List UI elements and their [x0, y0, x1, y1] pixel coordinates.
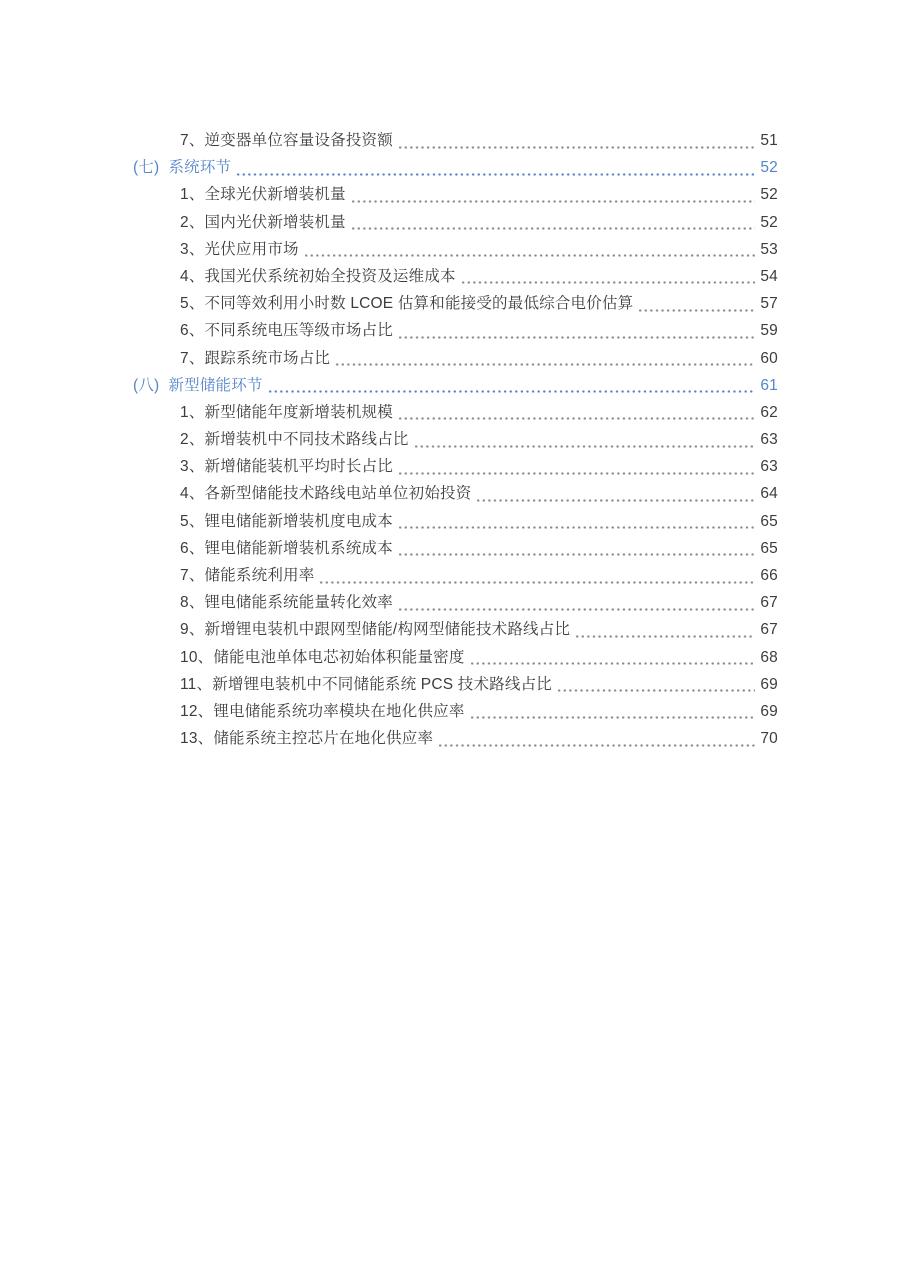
toc-entry-page: 52	[760, 186, 778, 204]
toc-entry-page: 51	[760, 132, 778, 149]
toc-entry-number: 11、	[180, 675, 213, 693]
dot-leader	[269, 372, 756, 399]
toc-entry-number: 6、	[180, 539, 205, 557]
toc-entry-page: 53	[760, 240, 778, 258]
toc-entry-number: 9、	[180, 621, 205, 639]
toc-entry[interactable]	[133, 209, 778, 236]
toc-entry-number: 8、	[180, 594, 205, 612]
dot-leader	[399, 399, 755, 426]
dot-leader	[399, 535, 755, 562]
toc-entry[interactable]	[133, 671, 778, 698]
toc-entry-number: (八)	[133, 376, 160, 394]
toc-entry-title: 新型储能环节	[168, 376, 263, 394]
toc-entry-page: 67	[760, 621, 778, 639]
toc-entry[interactable]	[133, 535, 778, 562]
toc-entry-title: 光伏应用市场	[204, 240, 299, 258]
toc-entry-page: 68	[760, 648, 778, 666]
toc-entry-title: 锂电储能新增装机度电成本	[204, 512, 393, 530]
toc-entry-title: 逆变器单位容量设备投资额	[204, 132, 393, 149]
dot-leader	[399, 127, 755, 154]
toc-entry-page: 69	[760, 675, 778, 693]
toc-entry-number: 7、	[180, 132, 205, 149]
toc-entry-title: 不同等效利用小时数 LCOE 估算和能接受的最低综合电价估算	[204, 295, 634, 313]
toc-entry-number: 1、	[180, 403, 205, 421]
toc-entry[interactable]	[133, 290, 778, 317]
toc-entry-number: 7、	[180, 349, 205, 367]
dot-leader	[471, 698, 756, 725]
dot-leader	[639, 290, 755, 317]
dot-leader	[352, 181, 756, 208]
toc-entry-page: 62	[760, 403, 778, 421]
toc-entry[interactable]	[133, 725, 778, 752]
toc-entry-number: (七)	[133, 159, 160, 177]
toc-entry-page: 66	[760, 567, 778, 584]
toc-entry[interactable]	[133, 317, 778, 344]
toc-entry-title: 我国光伏系统初始全投资及运维成本	[204, 267, 456, 285]
toc-entry-title: 储能电池单体电芯初始体积能量密度	[213, 648, 465, 666]
toc-entry-number: 2、	[180, 431, 205, 449]
toc-entry-title: 跟踪系统市场占比	[204, 349, 331, 367]
toc-entry-number: 4、	[180, 485, 205, 503]
dot-leader	[439, 725, 755, 752]
toc-entry-number: 5、	[180, 512, 205, 530]
dot-leader	[471, 644, 756, 671]
toc-entry[interactable]	[133, 181, 778, 208]
toc-entry-title: 新增锂电装机中跟网型储能/构网型储能技术路线占比	[204, 621, 571, 639]
toc-entry[interactable]	[133, 480, 778, 507]
toc-entry-title: 储能系统主控芯片在地化供应率	[213, 730, 434, 748]
dot-leader	[399, 508, 755, 535]
toc-entry-number: 13、	[180, 730, 214, 748]
toc-entry-title: 各新型储能技术路线电站单位初始投资	[204, 485, 472, 503]
toc-entry-title: 新型储能年度新增装机规模	[204, 403, 393, 421]
toc-entry[interactable]	[133, 698, 778, 725]
toc-entry[interactable]	[133, 399, 778, 426]
toc-entry-number: 3、	[180, 458, 205, 476]
toc-entry-page: 67	[760, 594, 778, 612]
toc-entry[interactable]	[133, 616, 778, 643]
dot-leader	[399, 317, 755, 344]
toc-entry-title: 锂电储能系统功率模块在地化供应率	[213, 702, 465, 720]
toc-entry-title: 系统环节	[168, 159, 232, 177]
toc-entry-title: 锂电储能系统能量转化效率	[204, 594, 393, 612]
toc-entry-number: 3、	[180, 240, 205, 258]
toc-entry-title: 储能系统利用率	[204, 567, 315, 584]
toc-entry-title: 不同系统电压等级市场占比	[204, 322, 393, 340]
dot-leader	[558, 671, 755, 698]
dot-leader	[336, 345, 755, 372]
toc-entry-page: 70	[760, 730, 778, 748]
toc-entry-page: 52	[760, 213, 778, 231]
toc-entry-page: 60	[760, 349, 778, 367]
toc-entry-title: 国内光伏新增装机量	[204, 213, 346, 231]
toc-entry[interactable]	[133, 426, 778, 453]
toc-entry-number: 4、	[180, 267, 205, 285]
toc-entry-page: 61	[760, 376, 778, 394]
toc-entry-title: 全球光伏新增装机量	[204, 186, 346, 204]
dot-leader	[415, 426, 756, 453]
toc-entry[interactable]	[133, 562, 778, 589]
dot-leader	[399, 589, 755, 616]
toc-entry-page: 59	[760, 322, 778, 340]
toc-entry-page: 54	[760, 267, 778, 285]
toc-entry-title: 新增锂电装机中不同储能系统 PCS 技术路线占比	[212, 675, 552, 693]
dot-leader	[477, 480, 755, 507]
toc-entry-page: 63	[760, 458, 778, 476]
toc-entry-number: 7、	[180, 567, 205, 584]
toc-entry-title: 新增储能装机平均时长占比	[204, 458, 393, 476]
toc-entry-title: 锂电储能新增装机系统成本	[204, 539, 393, 557]
toc-entry[interactable]	[133, 453, 778, 480]
toc-entry[interactable]	[133, 127, 778, 154]
dot-leader	[237, 154, 755, 181]
dot-leader	[576, 616, 755, 643]
toc-entry[interactable]	[133, 372, 778, 399]
toc-entry-number: 12、	[180, 702, 214, 720]
toc-entry-page: 63	[760, 431, 778, 449]
toc-entry[interactable]	[133, 263, 778, 290]
toc-entry[interactable]	[133, 345, 778, 372]
toc-entry-page: 52	[760, 159, 778, 177]
toc-entry[interactable]	[133, 236, 778, 263]
toc-entry-page: 65	[760, 512, 778, 530]
toc-entry-number: 5、	[180, 295, 205, 313]
toc-entry-number: 2、	[180, 213, 205, 231]
toc-entry-page: 69	[760, 702, 778, 720]
toc-entry[interactable]	[133, 589, 778, 616]
toc-entry[interactable]	[133, 644, 778, 671]
dot-leader	[320, 562, 755, 589]
toc-entry[interactable]	[133, 508, 778, 535]
toc-entry-number: 1、	[180, 186, 205, 204]
toc-list	[133, 127, 778, 752]
dot-leader	[399, 453, 755, 480]
toc-entry-page: 65	[760, 539, 778, 557]
toc-entry-number: 6、	[180, 322, 205, 340]
toc-entry-number: 10、	[180, 648, 214, 666]
toc-entry-title: 新增装机中不同技术路线占比	[204, 431, 409, 449]
toc-entry-page: 64	[760, 485, 778, 503]
toc-entry[interactable]	[133, 154, 778, 181]
dot-leader	[352, 209, 756, 236]
toc-entry-page: 57	[760, 295, 778, 313]
dot-leader	[462, 263, 756, 290]
dot-leader	[305, 236, 756, 263]
